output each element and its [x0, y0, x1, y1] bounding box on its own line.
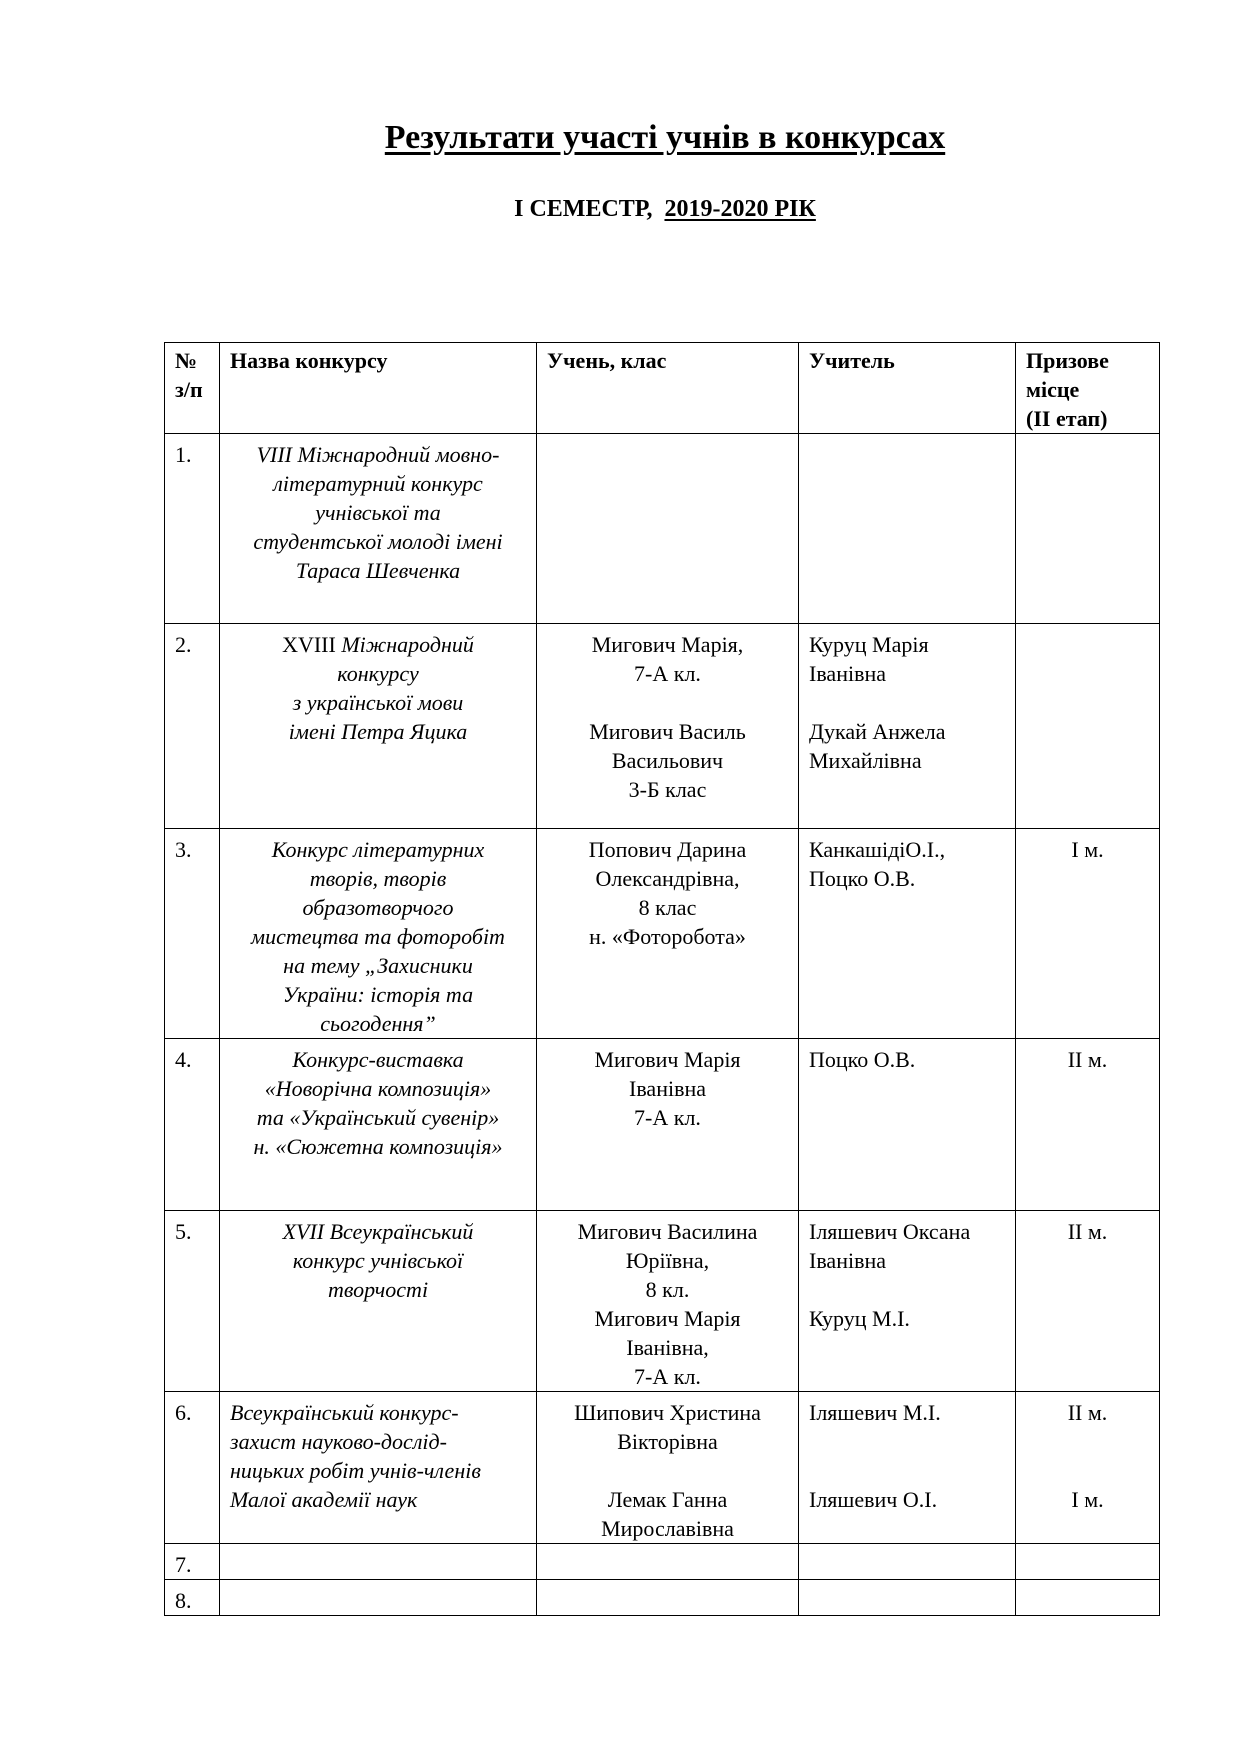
student-cell [537, 624, 799, 829]
cell-line: захист науково-дослід- [230, 1429, 447, 1454]
teacher-cell [799, 434, 1016, 624]
student-cell [537, 829, 799, 1039]
table-row [165, 1392, 1160, 1544]
teacher-cell [799, 624, 1016, 829]
cell-line: «Новорічна композиція» [264, 1076, 492, 1101]
row-number: 1. [165, 434, 220, 624]
prize-place [1016, 624, 1160, 829]
row-number: 8. [165, 1580, 220, 1616]
academic-year: 2019-2020 РІК [664, 196, 816, 222]
cell-line: сьогодення” [320, 1011, 436, 1036]
contest-name [220, 829, 537, 1039]
cell-line: 7-А кл. [634, 1364, 701, 1389]
cell-line: Іванівна, [626, 1335, 709, 1360]
student-cell [537, 1392, 799, 1544]
contest-ordinal: XVIII [282, 632, 336, 657]
cell-line: 8 клас [638, 895, 697, 920]
cell-line [547, 688, 788, 717]
teacher-cell [799, 1580, 1016, 1616]
row-number: 3. [165, 829, 220, 1039]
cell-line [809, 1456, 1005, 1485]
cell-line: Іванівна [809, 661, 886, 686]
cell-line: Мигович Марія, [591, 632, 744, 657]
cell-line: Мигович Марія [594, 1306, 741, 1331]
cell-line: Іванівна [809, 1248, 886, 1273]
cell-line: Лемак Ганна [607, 1487, 728, 1512]
semester-label: І СЕМЕСТР, [514, 196, 653, 222]
cell-line: Іляшевич О.І. [809, 1487, 938, 1512]
student-cell [537, 1039, 799, 1211]
cell-line: Поцко О.В. [809, 1047, 916, 1072]
table-row [165, 1580, 1160, 1616]
cell-line: мистецтва та фоторобіт [251, 924, 505, 949]
cell-line: Іляшевич Оксана [809, 1219, 971, 1244]
cell-line-text: Міжнародний [341, 632, 474, 657]
cell-line [1026, 1427, 1149, 1456]
cell-line: Конкурс-виставка [292, 1047, 464, 1072]
row-number: 7. [165, 1544, 220, 1580]
contest-name [220, 434, 537, 624]
cell-line: Юріївна, [625, 1248, 710, 1273]
cell-line: 3-Б клас [628, 777, 707, 802]
cell-line: VIII Міжнародний мовно- [256, 442, 500, 467]
table-row [165, 1544, 1160, 1580]
cell-line: Мирославівна [601, 1516, 734, 1541]
cell-line: Мигович Василь [589, 719, 746, 744]
student-cell [537, 1580, 799, 1616]
cell-line [1026, 1456, 1149, 1485]
prize-place [1016, 829, 1160, 1039]
header-student: Учень, клас [537, 343, 799, 434]
contest-name [220, 1392, 537, 1544]
cell-line: XVII Всеукраїнський [282, 1219, 474, 1244]
cell-line [809, 1275, 1005, 1304]
contest-name [220, 624, 537, 829]
page-title: Результати участі учнів в конкурсах [384, 119, 946, 156]
cell-line: України: історія та [282, 982, 474, 1007]
cell-line: Васильович [611, 748, 724, 773]
student-cell [537, 1211, 799, 1392]
table-row [165, 1039, 1160, 1211]
prize-place [1016, 1544, 1160, 1580]
cell-line: Іляшевич М.І. [809, 1400, 941, 1425]
cell-line: КанкашідіО.І., [809, 837, 946, 862]
cell-line: Іванівна [629, 1076, 706, 1101]
teacher-cell [799, 1211, 1016, 1392]
cell-line: на тему „Захисники [283, 953, 473, 978]
row-number: 2. [165, 624, 220, 829]
cell-line: Вікторівна [617, 1429, 718, 1454]
prize-place [1016, 1580, 1160, 1616]
cell-line: Куруц М.І. [809, 1306, 910, 1331]
row-number: 5. [165, 1211, 220, 1392]
page-subtitle [0, 194, 1240, 224]
cell-line [809, 688, 1005, 717]
cell-line [809, 1427, 1005, 1456]
contest-name [220, 1211, 537, 1392]
student-cell [537, 434, 799, 624]
teacher-cell [799, 1544, 1016, 1580]
header-teacher: Учитель [799, 343, 1016, 434]
cell-line: творчості [327, 1277, 429, 1302]
teacher-cell [799, 1039, 1016, 1211]
cell-line: Мигович Василина [577, 1219, 758, 1244]
prize-place [1016, 434, 1160, 624]
cell-line: 7-А кл. [634, 1105, 701, 1130]
teacher-cell [799, 1392, 1016, 1544]
header-number: № з/п [165, 343, 220, 434]
results-table [164, 342, 1160, 1616]
table-row [165, 434, 1160, 624]
cell-line: Куруц Марія [809, 632, 929, 657]
table-header-row [165, 343, 1160, 434]
cell-line: імені Петра Яцика [288, 719, 468, 744]
cell-line: Михайлівна [809, 748, 922, 773]
cell-line: Олександрівна, [595, 866, 740, 891]
cell-line: 8 кл. [645, 1277, 690, 1302]
cell-line: ІІ м. [1067, 1219, 1108, 1244]
cell-line: ІІ м. [1067, 1047, 1108, 1072]
table-body [165, 434, 1160, 1616]
cell-line: та «Український сувенір» [256, 1105, 500, 1130]
cell-line: Попович Дарина [588, 837, 747, 862]
table-row [165, 829, 1160, 1039]
cell-line: Тараса Шевченка [295, 558, 461, 583]
cell-line: конкурс учнівської [292, 1248, 464, 1273]
cell-line: Малої академії наук [230, 1487, 418, 1512]
cell-line: ницьких робіт учнів-членів [230, 1458, 481, 1483]
cell-line: Дукай Анжела [809, 719, 946, 744]
cell-line: Поцко О.В. [809, 866, 916, 891]
cell-line: образотворчого [302, 895, 454, 920]
cell-line: І м. [1071, 837, 1104, 862]
student-cell [537, 1544, 799, 1580]
cell-line: 7-А кл. [634, 661, 701, 686]
cell-line: з української мови [292, 690, 464, 715]
prize-place [1016, 1211, 1160, 1392]
cell-line: літературний конкурс [273, 471, 483, 496]
row-number: 4. [165, 1039, 220, 1211]
cell-line [547, 1456, 788, 1485]
cell-line: Всеукраїнський конкурс- [230, 1400, 459, 1425]
cell-line [230, 630, 526, 659]
contest-name [220, 1580, 537, 1616]
cell-line: І м. [1071, 1487, 1104, 1512]
cell-line: конкурсу [337, 661, 419, 686]
cell-line: н. «Фоторобота» [589, 924, 746, 949]
table-row [165, 1211, 1160, 1392]
table-row [165, 624, 1160, 829]
prize-place [1016, 1039, 1160, 1211]
header-place: Призове місце (ІІ етап) [1016, 343, 1160, 434]
header-contest: Назва конкурсу [220, 343, 537, 434]
cell-line: студентської молоді імені [253, 529, 503, 554]
contest-name [220, 1039, 537, 1211]
cell-line: ІІ м. [1067, 1400, 1108, 1425]
contest-name [220, 1544, 537, 1580]
cell-line: н. «Сюжетна композиція» [253, 1134, 503, 1159]
teacher-cell [799, 829, 1016, 1039]
cell-line: творів, творів [309, 866, 447, 891]
row-number: 6. [165, 1392, 220, 1544]
prize-place [1016, 1392, 1160, 1544]
cell-line: Шипович Христина [574, 1400, 761, 1425]
cell-line: учнівської та [315, 500, 441, 525]
cell-line: Конкурс літературних [271, 837, 485, 862]
cell-line: Мигович Марія [594, 1047, 741, 1072]
